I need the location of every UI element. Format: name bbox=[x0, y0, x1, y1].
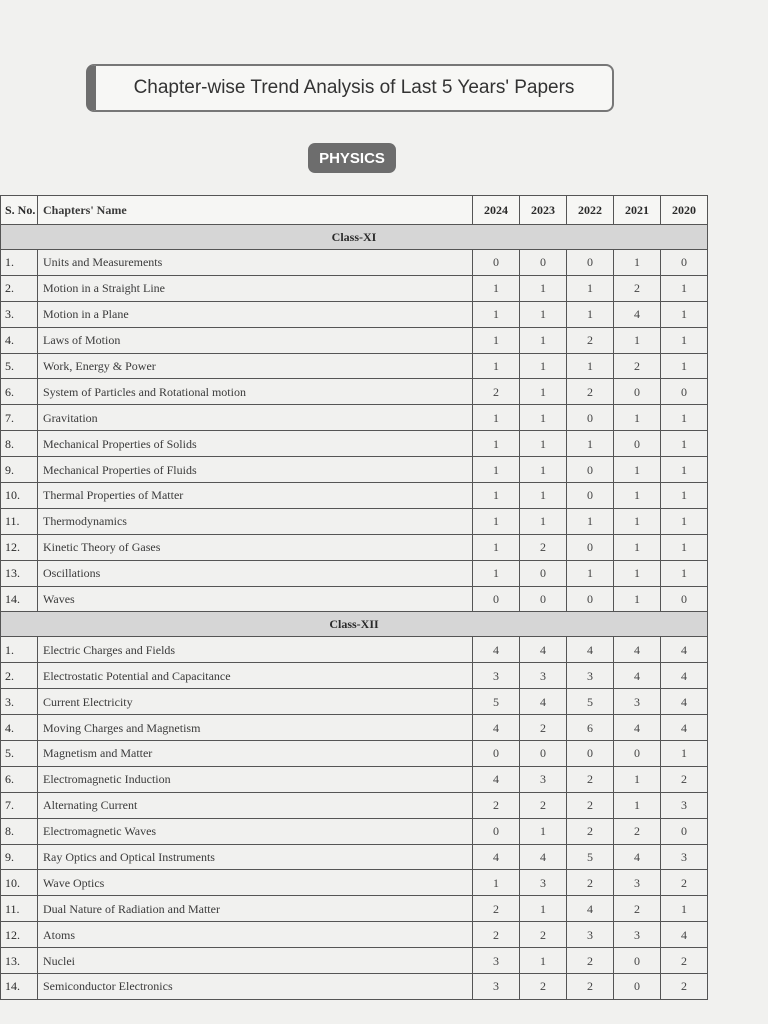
question-count-cell: 0 bbox=[567, 483, 614, 509]
row-sno: 3. bbox=[1, 689, 38, 715]
chapter-name: Gravitation bbox=[38, 405, 473, 431]
question-count-cell: 1 bbox=[614, 508, 661, 534]
question-count-cell: 1 bbox=[473, 353, 520, 379]
question-count-cell: 1 bbox=[661, 457, 708, 483]
row-sno: 10. bbox=[1, 483, 38, 509]
question-count-cell: 3 bbox=[473, 974, 520, 1000]
question-count-cell: 4 bbox=[473, 766, 520, 792]
page-title-box bbox=[86, 64, 614, 112]
question-count-cell: 0 bbox=[661, 818, 708, 844]
question-count-cell: 0 bbox=[520, 586, 567, 612]
chapter-name: Waves bbox=[38, 586, 473, 612]
question-count-cell: 5 bbox=[473, 689, 520, 715]
question-count-cell: 1 bbox=[614, 250, 661, 276]
chapter-name: Nuclei bbox=[38, 948, 473, 974]
table-row bbox=[1, 663, 708, 689]
question-count-cell: 3 bbox=[661, 844, 708, 870]
row-sno: 11. bbox=[1, 896, 38, 922]
question-count-cell: 3 bbox=[614, 689, 661, 715]
table-row bbox=[1, 844, 708, 870]
row-sno: 13. bbox=[1, 560, 38, 586]
table-row bbox=[1, 818, 708, 844]
question-count-cell: 2 bbox=[473, 896, 520, 922]
chapter-name: Current Electricity bbox=[38, 689, 473, 715]
chapter-name: Kinetic Theory of Gases bbox=[38, 534, 473, 560]
question-count-cell: 3 bbox=[473, 663, 520, 689]
table-row bbox=[1, 405, 708, 431]
question-count-cell: 0 bbox=[473, 741, 520, 767]
question-count-cell: 2 bbox=[473, 792, 520, 818]
question-count-cell: 1 bbox=[661, 534, 708, 560]
row-sno: 4. bbox=[1, 327, 38, 353]
question-count-cell: 0 bbox=[614, 948, 661, 974]
row-sno: 5. bbox=[1, 353, 38, 379]
question-count-cell: 6 bbox=[567, 715, 614, 741]
table-row bbox=[1, 301, 708, 327]
question-count-cell: 1 bbox=[661, 405, 708, 431]
question-count-cell: 4 bbox=[520, 637, 567, 663]
header-year: 2020 bbox=[661, 196, 708, 225]
question-count-cell: 1 bbox=[614, 766, 661, 792]
question-count-cell: 2 bbox=[567, 948, 614, 974]
question-count-cell: 2 bbox=[614, 353, 661, 379]
question-count-cell: 1 bbox=[473, 327, 520, 353]
table-row bbox=[1, 431, 708, 457]
question-count-cell: 1 bbox=[520, 353, 567, 379]
question-count-cell: 1 bbox=[567, 275, 614, 301]
question-count-cell: 5 bbox=[567, 844, 614, 870]
header-year: 2024 bbox=[473, 196, 520, 225]
question-count-cell: 4 bbox=[661, 663, 708, 689]
question-count-cell: 1 bbox=[473, 431, 520, 457]
question-count-cell: 3 bbox=[520, 663, 567, 689]
question-count-cell: 4 bbox=[473, 844, 520, 870]
table-row bbox=[1, 792, 708, 818]
question-count-cell: 1 bbox=[614, 483, 661, 509]
question-count-cell: 0 bbox=[661, 379, 708, 405]
question-count-cell: 1 bbox=[473, 405, 520, 431]
question-count-cell: 1 bbox=[614, 560, 661, 586]
chapter-name: Thermal Properties of Matter bbox=[38, 483, 473, 509]
table-row bbox=[1, 560, 708, 586]
question-count-cell: 1 bbox=[661, 301, 708, 327]
chapter-name: Moving Charges and Magnetism bbox=[38, 715, 473, 741]
row-sno: 4. bbox=[1, 715, 38, 741]
question-count-cell: 5 bbox=[567, 689, 614, 715]
question-count-cell: 4 bbox=[567, 637, 614, 663]
question-count-cell: 2 bbox=[614, 896, 661, 922]
chapter-name: Electrostatic Potential and Capacitance bbox=[38, 663, 473, 689]
chapter-name: Work, Energy & Power bbox=[38, 353, 473, 379]
section-title: Class-XII bbox=[1, 612, 708, 637]
question-count-cell: 3 bbox=[614, 922, 661, 948]
question-count-cell: 1 bbox=[567, 560, 614, 586]
table-header-row bbox=[1, 196, 708, 225]
question-count-cell: 1 bbox=[661, 431, 708, 457]
chapter-name: Alternating Current bbox=[38, 792, 473, 818]
table-row bbox=[1, 379, 708, 405]
table-row bbox=[1, 483, 708, 509]
row-sno: 13. bbox=[1, 948, 38, 974]
table-body bbox=[1, 225, 708, 1000]
row-sno: 6. bbox=[1, 379, 38, 405]
table-row bbox=[1, 353, 708, 379]
question-count-cell: 2 bbox=[661, 870, 708, 896]
question-count-cell: 1 bbox=[520, 275, 567, 301]
question-count-cell: 2 bbox=[520, 534, 567, 560]
question-count-cell: 1 bbox=[473, 534, 520, 560]
row-sno: 12. bbox=[1, 922, 38, 948]
header-year: 2022 bbox=[567, 196, 614, 225]
subject-badge: PHYSICS bbox=[308, 143, 396, 173]
question-count-cell: 1 bbox=[520, 896, 567, 922]
table-row bbox=[1, 586, 708, 612]
question-count-cell: 4 bbox=[614, 637, 661, 663]
page-title: Chapter-wise Trend Analysis of Last 5 Years' Papers bbox=[133, 77, 575, 98]
question-count-cell: 0 bbox=[567, 405, 614, 431]
row-sno: 2. bbox=[1, 275, 38, 301]
question-count-cell: 1 bbox=[661, 275, 708, 301]
question-count-cell: 0 bbox=[567, 250, 614, 276]
question-count-cell: 4 bbox=[614, 301, 661, 327]
question-count-cell: 4 bbox=[473, 637, 520, 663]
table-row bbox=[1, 766, 708, 792]
question-count-cell: 1 bbox=[614, 792, 661, 818]
question-count-cell: 1 bbox=[520, 405, 567, 431]
question-count-cell: 1 bbox=[473, 457, 520, 483]
question-count-cell: 4 bbox=[473, 715, 520, 741]
chapter-name: Thermodynamics bbox=[38, 508, 473, 534]
question-count-cell: 2 bbox=[567, 379, 614, 405]
row-sno: 6. bbox=[1, 766, 38, 792]
question-count-cell: 1 bbox=[614, 457, 661, 483]
question-count-cell: 1 bbox=[520, 457, 567, 483]
question-count-cell: 0 bbox=[614, 379, 661, 405]
question-count-cell: 4 bbox=[661, 637, 708, 663]
question-count-cell: 1 bbox=[473, 275, 520, 301]
table-row bbox=[1, 715, 708, 741]
row-sno: 3. bbox=[1, 301, 38, 327]
table-row bbox=[1, 741, 708, 767]
question-count-cell: 1 bbox=[473, 508, 520, 534]
row-sno: 1. bbox=[1, 637, 38, 663]
question-count-cell: 4 bbox=[567, 896, 614, 922]
question-count-cell: 4 bbox=[520, 689, 567, 715]
row-sno: 1. bbox=[1, 250, 38, 276]
row-sno: 14. bbox=[1, 586, 38, 612]
question-count-cell: 4 bbox=[661, 922, 708, 948]
table-row bbox=[1, 250, 708, 276]
question-count-cell: 1 bbox=[520, 818, 567, 844]
chapter-name: Semiconductor Electronics bbox=[38, 974, 473, 1000]
question-count-cell: 2 bbox=[520, 922, 567, 948]
question-count-cell: 4 bbox=[614, 844, 661, 870]
question-count-cell: 1 bbox=[567, 431, 614, 457]
table-row bbox=[1, 637, 708, 663]
table-row bbox=[1, 870, 708, 896]
question-count-cell: 1 bbox=[567, 353, 614, 379]
question-count-cell: 1 bbox=[661, 896, 708, 922]
chapter-name: Electromagnetic Waves bbox=[38, 818, 473, 844]
row-sno: 8. bbox=[1, 431, 38, 457]
question-count-cell: 0 bbox=[661, 586, 708, 612]
question-count-cell: 2 bbox=[567, 792, 614, 818]
row-sno: 14. bbox=[1, 974, 38, 1000]
section-header-row bbox=[1, 225, 708, 250]
question-count-cell: 0 bbox=[520, 741, 567, 767]
question-count-cell: 3 bbox=[473, 948, 520, 974]
table-row bbox=[1, 689, 708, 715]
question-count-cell: 1 bbox=[661, 327, 708, 353]
question-count-cell: 0 bbox=[614, 741, 661, 767]
chapter-name: Motion in a Straight Line bbox=[38, 275, 473, 301]
chapter-name: Electromagnetic Induction bbox=[38, 766, 473, 792]
question-count-cell: 1 bbox=[614, 327, 661, 353]
question-count-cell: 3 bbox=[520, 766, 567, 792]
question-count-cell: 2 bbox=[567, 870, 614, 896]
question-count-cell: 1 bbox=[614, 586, 661, 612]
table-row bbox=[1, 948, 708, 974]
question-count-cell: 3 bbox=[567, 663, 614, 689]
trend-table bbox=[0, 195, 708, 1000]
question-count-cell: 3 bbox=[661, 792, 708, 818]
question-count-cell: 1 bbox=[520, 948, 567, 974]
question-count-cell: 1 bbox=[520, 508, 567, 534]
table-row bbox=[1, 534, 708, 560]
chapter-name: Electric Charges and Fields bbox=[38, 637, 473, 663]
question-count-cell: 2 bbox=[661, 948, 708, 974]
row-sno: 5. bbox=[1, 741, 38, 767]
chapter-name: Units and Measurements bbox=[38, 250, 473, 276]
question-count-cell: 2 bbox=[661, 974, 708, 1000]
question-count-cell: 4 bbox=[520, 844, 567, 870]
chapter-name: Motion in a Plane bbox=[38, 301, 473, 327]
table-row bbox=[1, 275, 708, 301]
question-count-cell: 1 bbox=[473, 870, 520, 896]
row-sno: 12. bbox=[1, 534, 38, 560]
header-year: 2023 bbox=[520, 196, 567, 225]
question-count-cell: 0 bbox=[473, 250, 520, 276]
header-year: 2021 bbox=[614, 196, 661, 225]
question-count-cell: 1 bbox=[520, 431, 567, 457]
question-count-cell: 4 bbox=[614, 663, 661, 689]
question-count-cell: 1 bbox=[661, 353, 708, 379]
question-count-cell: 1 bbox=[661, 483, 708, 509]
question-count-cell: 3 bbox=[614, 870, 661, 896]
question-count-cell: 0 bbox=[567, 586, 614, 612]
question-count-cell: 1 bbox=[661, 508, 708, 534]
chapter-name: Dual Nature of Radiation and Matter bbox=[38, 896, 473, 922]
question-count-cell: 2 bbox=[567, 818, 614, 844]
question-count-cell: 2 bbox=[473, 922, 520, 948]
question-count-cell: 0 bbox=[520, 250, 567, 276]
question-count-cell: 2 bbox=[567, 974, 614, 1000]
question-count-cell: 1 bbox=[520, 327, 567, 353]
question-count-cell: 0 bbox=[473, 586, 520, 612]
question-count-cell: 0 bbox=[567, 534, 614, 560]
row-sno: 11. bbox=[1, 508, 38, 534]
question-count-cell: 2 bbox=[614, 275, 661, 301]
table-row bbox=[1, 974, 708, 1000]
row-sno: 9. bbox=[1, 844, 38, 870]
question-count-cell: 1 bbox=[567, 508, 614, 534]
question-count-cell: 4 bbox=[661, 689, 708, 715]
question-count-cell: 4 bbox=[661, 715, 708, 741]
chapter-name: Atoms bbox=[38, 922, 473, 948]
question-count-cell: 3 bbox=[567, 922, 614, 948]
header-chapter-name: Chapters' Name bbox=[38, 196, 473, 225]
question-count-cell: 2 bbox=[661, 766, 708, 792]
question-count-cell: 0 bbox=[567, 457, 614, 483]
chapter-name: Magnetism and Matter bbox=[38, 741, 473, 767]
table-row bbox=[1, 457, 708, 483]
chapter-name: Ray Optics and Optical Instruments bbox=[38, 844, 473, 870]
question-count-cell: 4 bbox=[614, 715, 661, 741]
question-count-cell: 1 bbox=[661, 741, 708, 767]
question-count-cell: 0 bbox=[567, 741, 614, 767]
header-sno: S. No. bbox=[1, 196, 38, 225]
chapter-name: Mechanical Properties of Fluids bbox=[38, 457, 473, 483]
chapter-name: Mechanical Properties of Solids bbox=[38, 431, 473, 457]
row-sno: 7. bbox=[1, 405, 38, 431]
question-count-cell: 2 bbox=[520, 715, 567, 741]
question-count-cell: 0 bbox=[661, 250, 708, 276]
question-count-cell: 2 bbox=[614, 818, 661, 844]
question-count-cell: 2 bbox=[473, 379, 520, 405]
row-sno: 8. bbox=[1, 818, 38, 844]
question-count-cell: 0 bbox=[473, 818, 520, 844]
chapter-name: Wave Optics bbox=[38, 870, 473, 896]
section-title: Class-XI bbox=[1, 225, 708, 250]
question-count-cell: 0 bbox=[614, 431, 661, 457]
chapter-name: Oscillations bbox=[38, 560, 473, 586]
table-row bbox=[1, 922, 708, 948]
question-count-cell: 1 bbox=[473, 483, 520, 509]
chapter-name: System of Particles and Rotational motion bbox=[38, 379, 473, 405]
question-count-cell: 2 bbox=[567, 766, 614, 792]
table-row bbox=[1, 327, 708, 353]
section-header-row bbox=[1, 612, 708, 637]
table-row bbox=[1, 896, 708, 922]
question-count-cell: 1 bbox=[614, 405, 661, 431]
question-count-cell: 1 bbox=[614, 534, 661, 560]
row-sno: 10. bbox=[1, 870, 38, 896]
chapter-name: Laws of Motion bbox=[38, 327, 473, 353]
question-count-cell: 2 bbox=[520, 974, 567, 1000]
question-count-cell: 0 bbox=[614, 974, 661, 1000]
question-count-cell: 2 bbox=[567, 327, 614, 353]
question-count-cell: 1 bbox=[661, 560, 708, 586]
question-count-cell: 1 bbox=[567, 301, 614, 327]
row-sno: 9. bbox=[1, 457, 38, 483]
question-count-cell: 1 bbox=[473, 301, 520, 327]
row-sno: 2. bbox=[1, 663, 38, 689]
question-count-cell: 1 bbox=[520, 301, 567, 327]
question-count-cell: 0 bbox=[520, 560, 567, 586]
question-count-cell: 3 bbox=[520, 870, 567, 896]
table-row bbox=[1, 508, 708, 534]
question-count-cell: 1 bbox=[473, 560, 520, 586]
question-count-cell: 2 bbox=[520, 792, 567, 818]
question-count-cell: 1 bbox=[520, 483, 567, 509]
row-sno: 7. bbox=[1, 792, 38, 818]
question-count-cell: 1 bbox=[520, 379, 567, 405]
